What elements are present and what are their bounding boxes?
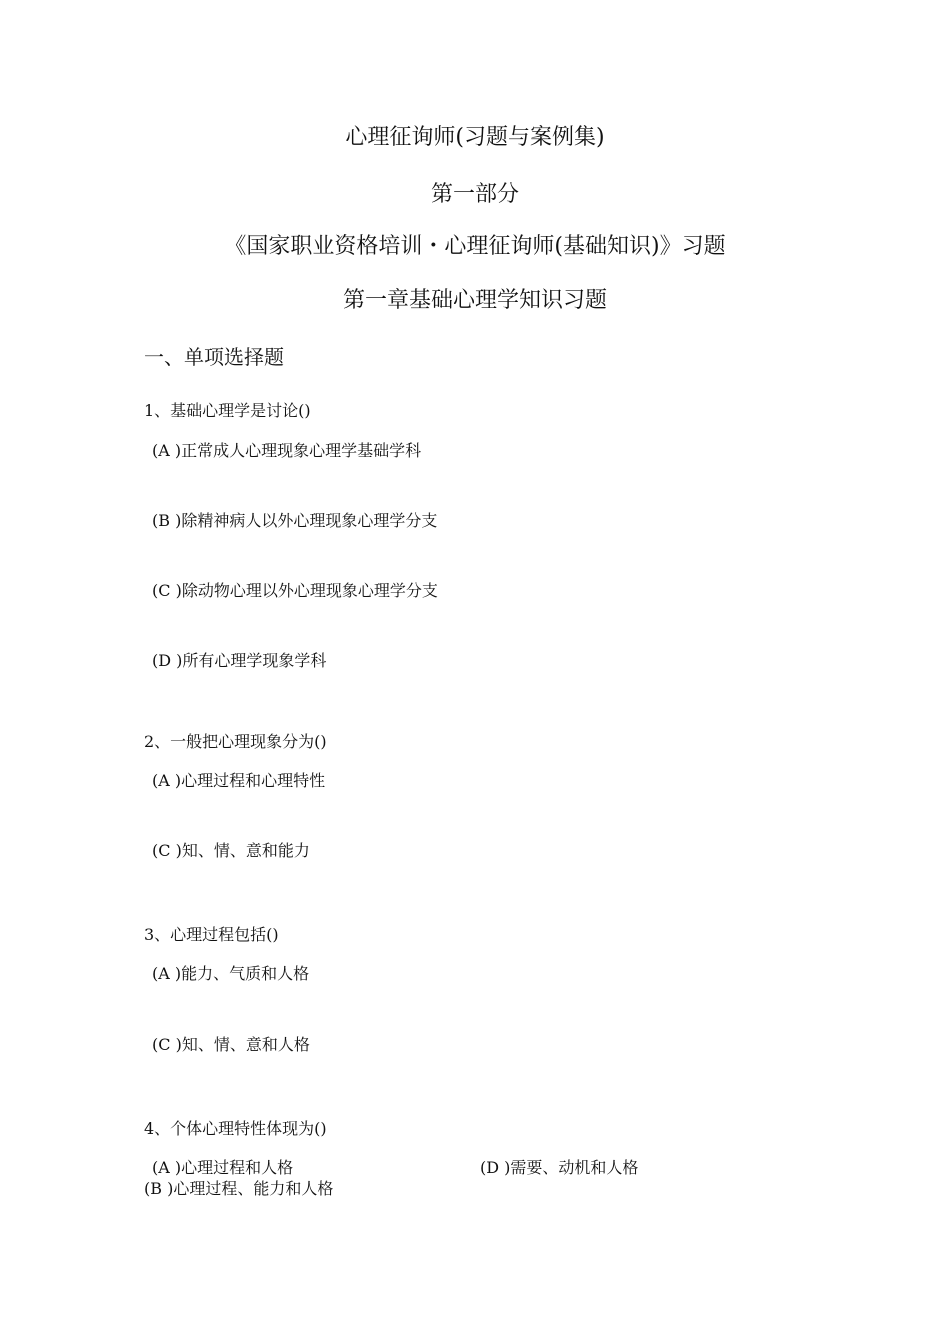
option-b: (B )心理过程、能力和人格	[144, 1179, 334, 1198]
option-d: (D )需要、动机和人格	[480, 1158, 639, 1177]
question-text: 2、一般把心理现象分为()	[144, 732, 327, 751]
document-title: 心理征询师(习题与案例集)	[345, 125, 605, 150]
question-text: 3、心理过程包括()	[144, 925, 279, 944]
option-a: (A )心理过程和心理特性	[152, 771, 326, 790]
option-c: (C )知、情、意和人格	[152, 1035, 310, 1054]
section-heading: 一、单项选择题	[144, 345, 284, 369]
option-a: (A )能力、气质和人格	[152, 964, 310, 983]
option-c: (C )知、情、意和能力	[152, 841, 310, 860]
question-text: 1、基础心理学是讨论()	[144, 401, 311, 420]
question-text: 4、个体心理特性体现为()	[144, 1119, 327, 1138]
chapter-heading: 第一章基础心理学知识习题	[342, 288, 607, 313]
option-c: (C )除动物心理以外心理现象心理学分支	[152, 581, 438, 600]
part-heading: 第一部分	[430, 182, 519, 207]
option-b: (B )除精神病人以外心理现象心理学分支	[152, 511, 438, 530]
option-a: (A )正常成人心理现象心理学基础学科	[152, 441, 422, 460]
option-d: (D )所有心理学现象学科	[152, 651, 327, 670]
book-subtitle: 《国家职业资格培训・心理征询师(基础知识)》习题	[224, 234, 726, 259]
option-a: (A )心理过程和人格	[152, 1158, 294, 1177]
